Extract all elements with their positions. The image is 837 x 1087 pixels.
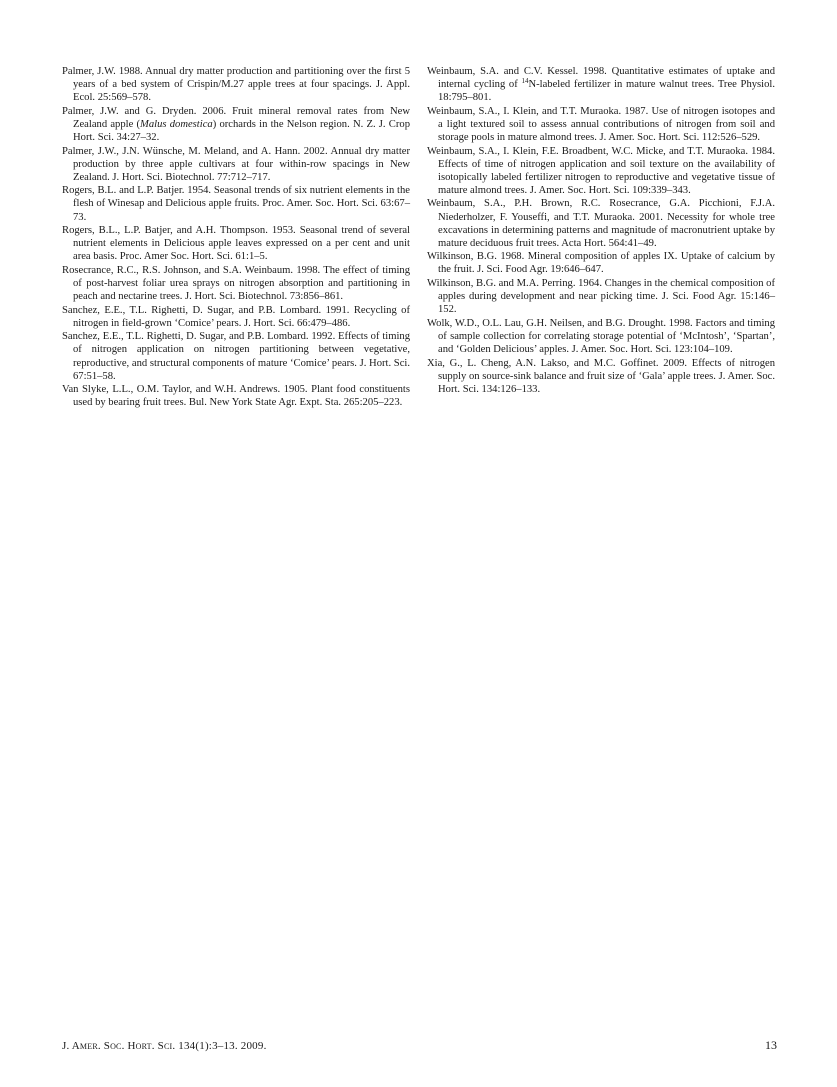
reference-column-left — [62, 65, 410, 410]
reference-superscript: 14 — [521, 77, 529, 86]
journal-footer — [62, 1040, 267, 1052]
reference-text: Wilkinson, B.G. 1968. Mineral composition of apples IX. Uptake of calcium by the fruit. J. Sci. Food Agr. 19:646–647. — [427, 251, 775, 276]
reference-text: Rogers, B.L., L.P. Batjer, and A.H. Thompson. 1953. Seasonal trend of several nutrient elements in Delicious apple leaves expressed on a per cent and unit area basis. Proc. Amer Soc. Hort. Sci. 61:1–5. — [62, 225, 410, 263]
reference-text: Rosecrance, R.C., R.S. Johnson, and S.A. Weinbaum. 1998. The effect of timing of post-harvest foliar urea sprays on nitrogen absorption and partitioning in peach and nectarine trees. J. Hort. Sci. Biotechnol. 73:856–861. — [62, 264, 410, 303]
reference-entry — [62, 304, 410, 330]
reference-text: Palmer, J.W., J.N. Wünsche, M. Meland, and A. Hann. 2002. Annual dry matter production by three apple cultivars at four within-row spacings in New Zealand. J. Hort. Sci. Biotechnol. 77:712–717. — [62, 145, 410, 183]
reference-entry — [427, 197, 775, 249]
reference-italic-text: Malus domestica — [140, 118, 213, 130]
reference-text: N-labeled fertilizer in mature walnut trees. Tree Physiol. 18:795–801. — [438, 79, 775, 104]
reference-entry — [427, 250, 775, 276]
reference-text: Wolk, W.D., O.L. Lau, G.H. Neilsen, and B.G. Drought. 1998. Factors and timing of sample collection for correlating storage potential of ‘McIntosh’, ‘Spartan’, and ‘Golden Delicious’ apples. J. Amer. Soc. Hort. Sci. 123:104–109. — [427, 317, 775, 355]
reference-text: Weinbaum, S.A. and C.V. Kessel. 1998. Quantitative estimates of uptake and internal cycling of — [427, 66, 775, 91]
reference-text: Rogers, B.L. and L.P. Batjer. 1954. Seasonal trends of six nutrient elements in the flesh of Winesap and Delicious apple fruits. Proc. Amer. Soc. Hort. Sci. 63:67–73. — [62, 185, 410, 223]
reference-entry — [427, 145, 775, 197]
reference-text: ) orchards in the Nelson region. N. Z. J. Crop Hort. Sci. 34:27–32. — [73, 118, 410, 143]
reference-entry — [62, 184, 410, 223]
reference-entry — [62, 105, 410, 144]
reference-text: Sanchez, E.E., T.L. Righetti, D. Sugar, and P.B. Lombard. 1992. Effects of timing of nitrogen application on nitrogen partitioning between vegetative, reproductive, and structural components of mature ‘Comice’ pears. J. Hort. Sci. 67:51–58. — [62, 331, 410, 382]
reference-entry — [62, 264, 410, 303]
reference-text: Weinbaum, S.A., I. Klein, F.E. Broadbent, W.C. Micke, and T.T. Muraoka. 1984. Effects of time of nitrogen application and soil texture on the availability of isotopically labeled fertilizer nitrogen to reproductive and vegetative tissue of mature almond trees. J. Amer. Soc. Hort. Sci. 109:339–343. — [427, 145, 775, 196]
page-number: 13 — [765, 1038, 777, 1052]
reference-entry — [62, 65, 410, 104]
reference-entry — [427, 105, 775, 144]
reference-text: Weinbaum, S.A., I. Klein, and T.T. Muraoka. 1987. Use of nitrogen isotopes and a light textured soil to assess annual contributions of nitrogen from soil and storage pools in mature almond trees. J. Amer. Soc. Hort. Sci. 112:526–529. — [427, 105, 775, 143]
reference-text: Palmer, J.W. and G. Dryden. 2006. Fruit mineral removal rates from New Zealand apple ( — [62, 105, 410, 130]
journal-name: J. Amer. Soc. Hort. Sci. — [62, 1040, 176, 1052]
reference-text: Weinbaum, S.A., P.H. Brown, R.C. Rosecrance, G.A. Picchioni, F.J.A. Niederholzer, F. Youseffi, and T.T. Muraoka. 2001. Necessity for whole tree excavations in determining patterns and magnitude of macronutrient uptake by mature deciduous fruit trees. Acta Hort. 564:41–49. — [427, 198, 775, 249]
reference-entry — [427, 65, 775, 104]
journal-citation: 134(1):3–13. 2009. — [178, 1040, 267, 1052]
reference-entry — [427, 317, 775, 356]
reference-entry — [62, 145, 410, 184]
reference-entry — [62, 383, 410, 409]
reference-entry — [62, 330, 410, 382]
reference-text: Palmer, J.W. 1988. Annual dry matter production and partitioning over the first 5 years of a bed system of Crispin/M.27 apple trees at four spacings. J. Appl. Ecol. 25:569–578. — [62, 66, 410, 104]
reference-entry — [427, 277, 775, 316]
reference-entry — [427, 357, 775, 396]
reference-text: Wilkinson, B.G. and M.A. Perring. 1964. Changes in the chemical composition of apples during development and near picking time. J. Sci. Food Agr. 15:146–152. — [427, 278, 775, 316]
reference-text: Xia, G., L. Cheng, A.N. Lakso, and M.C. Goffinet. 2009. Effects of nitrogen supply on source-sink balance and fruit size of ‘Gala’ apple trees. J. Amer. Soc. Hort. Sci. 134:126–133. — [427, 357, 775, 395]
reference-column-right — [427, 65, 775, 396]
reference-text: Van Slyke, L.L., O.M. Taylor, and W.H. Andrews. 1905. Plant food constituents used by bearing fruit trees. Bul. New York State Agr. Expt. Sta. 265:205–223. — [62, 384, 410, 409]
reference-entry — [62, 224, 410, 263]
reference-text: Sanchez, E.E., T.L. Righetti, D. Sugar, and P.B. Lombard. 1991. Recycling of nitrogen in field-grown ‘Comice’ pears. J. Hort. Sci. 66:479–486. — [62, 304, 410, 329]
